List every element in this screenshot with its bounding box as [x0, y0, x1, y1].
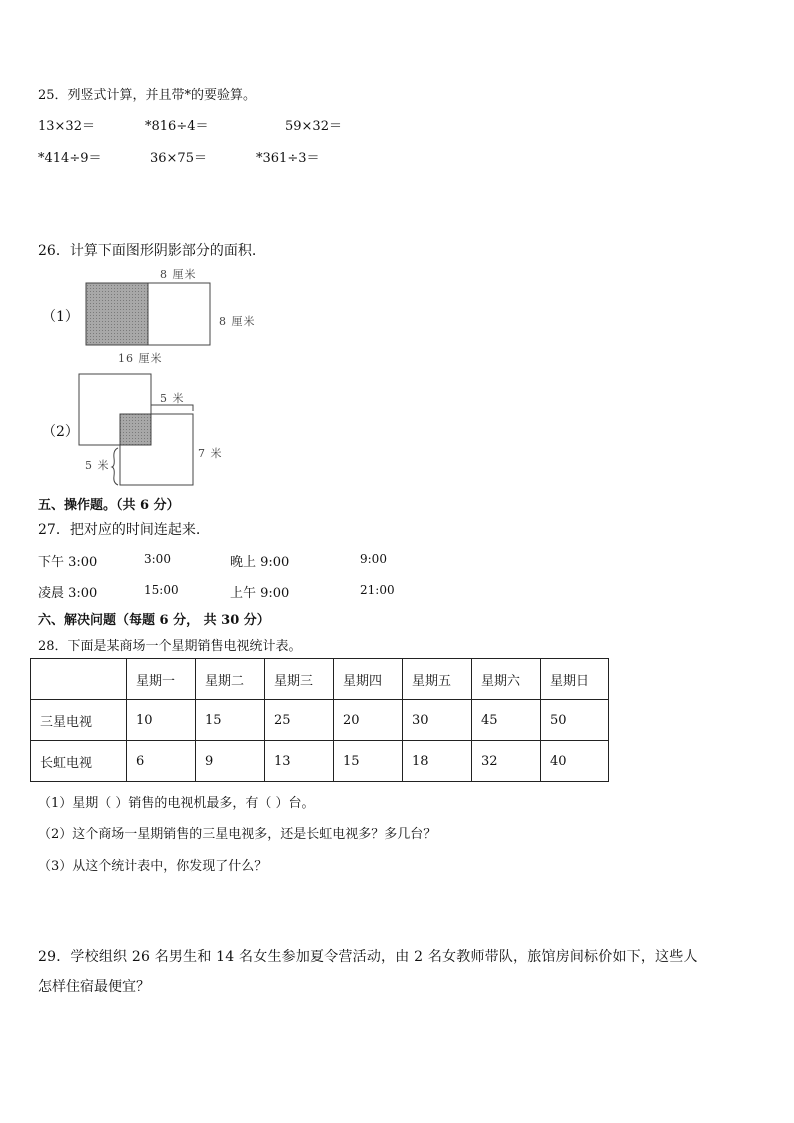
table-row — [31, 700, 609, 741]
table-cell: 13 — [265, 741, 334, 782]
table-cell: 20 — [334, 700, 403, 741]
q25-expr-6: *361÷3＝ — [256, 151, 320, 166]
q27-time-4: 9:00 — [360, 552, 387, 566]
q27-time-3: 晚上 9:00 — [230, 555, 290, 570]
q28-sub-1: （1）星期（ ）销售的电视机最多，有（ ）台。 — [38, 796, 315, 811]
q27-time-8: 21:00 — [360, 583, 395, 597]
table-cell: 45 — [472, 700, 541, 741]
q25-expr-5: 36×75＝ — [150, 151, 207, 166]
q26-title: 26．计算下面图形阴影部分的面积. — [38, 243, 257, 259]
q27-time-1: 下午 3:00 — [38, 555, 98, 570]
table-cell: 40 — [541, 741, 609, 782]
fig1-bottom-label: 16 厘米 — [118, 352, 163, 365]
table-cell: 18 — [403, 741, 472, 782]
q25-title: 25．列竖式计算，并且带*的要验算。 — [38, 88, 257, 103]
q29-line-1: 29．学校组织 26 名男生和 14 名女生参加夏令营活动，由 2 名女教师带队，旅馆房间标价如下，这些人 — [38, 949, 698, 965]
table-row-label: 三星电视 — [31, 700, 127, 741]
table-row-label: 长虹电视 — [31, 741, 127, 782]
tv-sales-table — [30, 658, 609, 782]
q28-sub-2: （2）这个商场一星期销售的三星电视多，还是长虹电视多？多几台？ — [38, 827, 437, 842]
q27-time-2: 3:00 — [144, 552, 171, 566]
fig2-marker: （2） — [42, 424, 79, 440]
q29-line-2: 怎样住宿最便宜？ — [38, 979, 150, 995]
table-cell: 25 — [265, 700, 334, 741]
table-cell: 50 — [541, 700, 609, 741]
table-cell: 15 — [334, 741, 403, 782]
table-header-cell: 星期一 — [127, 659, 196, 700]
q25-expr-4: *414÷9＝ — [38, 151, 102, 166]
table-row — [31, 741, 609, 782]
table-cell: 15 — [196, 700, 265, 741]
q27-title: 27．把对应的时间连起来. — [38, 522, 201, 538]
fig1-shaded-square — [86, 283, 148, 345]
table-header-row — [31, 659, 609, 700]
q27-time-7: 上午 9:00 — [230, 586, 290, 601]
fig1-marker: （1） — [42, 309, 79, 325]
fig1-right-label: 8 厘米 — [219, 315, 256, 328]
table-header-cell: 星期四 — [334, 659, 403, 700]
table-cell: 30 — [403, 700, 472, 741]
fig1-top-label: 8 厘米 — [160, 268, 197, 281]
table-header-cell: 星期二 — [196, 659, 265, 700]
table-header-cell: 星期六 — [472, 659, 541, 700]
table-header-cell: 星期五 — [403, 659, 472, 700]
table-header-cell: 星期三 — [265, 659, 334, 700]
table-cell: 32 — [472, 741, 541, 782]
area-figures — [0, 0, 794, 500]
section-6-heading: 六、解决问题（每题 6 分， 共 30 分） — [38, 613, 270, 628]
q27-time-5: 凌晨 3:00 — [38, 586, 98, 601]
table-header-cell: 星期日 — [541, 659, 609, 700]
fig2-shaded-overlap — [120, 414, 151, 445]
fig2-right-label: 7 米 — [198, 447, 223, 460]
table-cell: 9 — [196, 741, 265, 782]
table-cell: 10 — [127, 700, 196, 741]
table-cell — [31, 659, 127, 700]
q28-sub-3: （3）从这个统计表中，你发现了什么？ — [38, 859, 268, 874]
q25-expr-2: *816÷4＝ — [145, 119, 209, 134]
q28-title: 28．下面是某商场一个星期销售电视统计表。 — [38, 639, 302, 654]
table-cell: 6 — [127, 741, 196, 782]
fig2-left-brace — [112, 448, 118, 485]
q25-expr-1: 13×32＝ — [38, 119, 95, 134]
fig2-left-label: 5 米 — [85, 459, 110, 472]
section-5-heading: 五、操作题。（共 6 分） — [38, 498, 180, 513]
q25-expr-3: 59×32＝ — [285, 119, 342, 134]
q27-time-6: 15:00 — [144, 583, 179, 597]
fig2-top-right-label: 5 米 — [160, 392, 185, 405]
